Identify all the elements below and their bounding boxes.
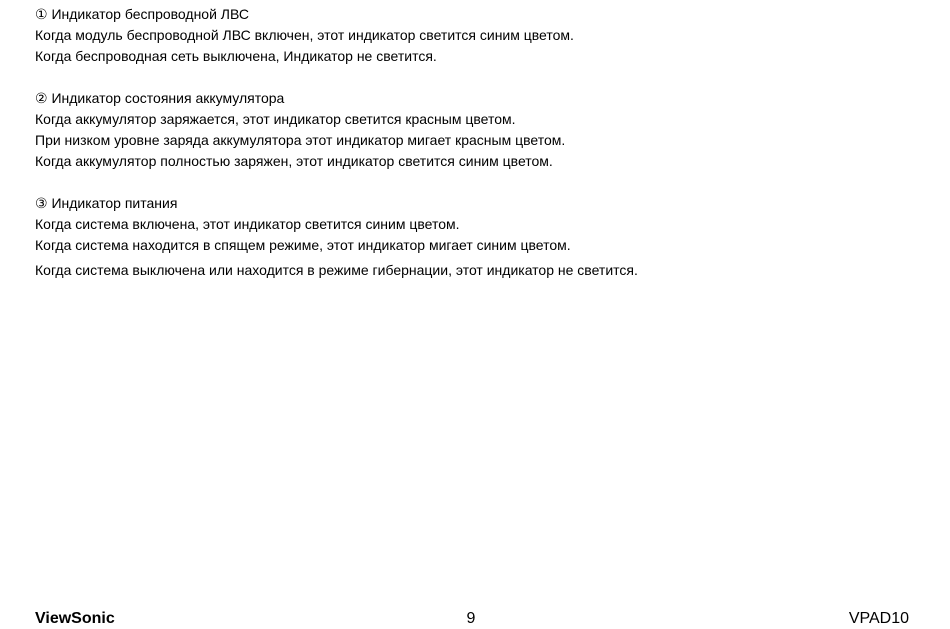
section-battery-indicator — [35, 88, 915, 172]
section-line: При низком уровне заряда аккумулятора этот индикатор мигает красным цветом. — [35, 132, 566, 148]
section-line: Когда аккумулятор заряжается, этот индикатор светится красным цветом. — [35, 111, 516, 127]
section-line: Когда система находится в спящем режиме, этот индикатор мигает синим цветом. — [35, 237, 571, 253]
footer-brand: ViewSonic — [35, 610, 115, 627]
section-heading: ② Индикатор состояния аккумулятора — [35, 90, 285, 106]
section-heading: ① Индикатор беспроводной ЛВС — [35, 6, 249, 22]
section-line: Когда система выключена или находится в режиме гибернации, этот индикатор не светится. — [35, 262, 638, 278]
section-line: Когда система включена, этот индикатор светится синим цветом. — [35, 216, 460, 232]
page-footer — [35, 609, 909, 629]
section-line: Когда модуль беспроводной ЛВС включен, этот индикатор светится синим цветом. — [35, 27, 574, 43]
footer-model: VPAD10 — [848, 610, 909, 627]
section-power-indicator — [35, 193, 915, 281]
section-line: Когда беспроводная сеть выключена, Индикатор не светится. — [35, 48, 437, 64]
section-line: Когда аккумулятор полностью заряжен, этот индикатор светится синим цветом. — [35, 153, 553, 169]
document-body — [35, 4, 915, 281]
section-heading: ③ Индикатор питания — [35, 195, 178, 211]
section-wireless-lan-indicator — [35, 4, 915, 67]
footer-page-number: 9 — [466, 610, 476, 627]
